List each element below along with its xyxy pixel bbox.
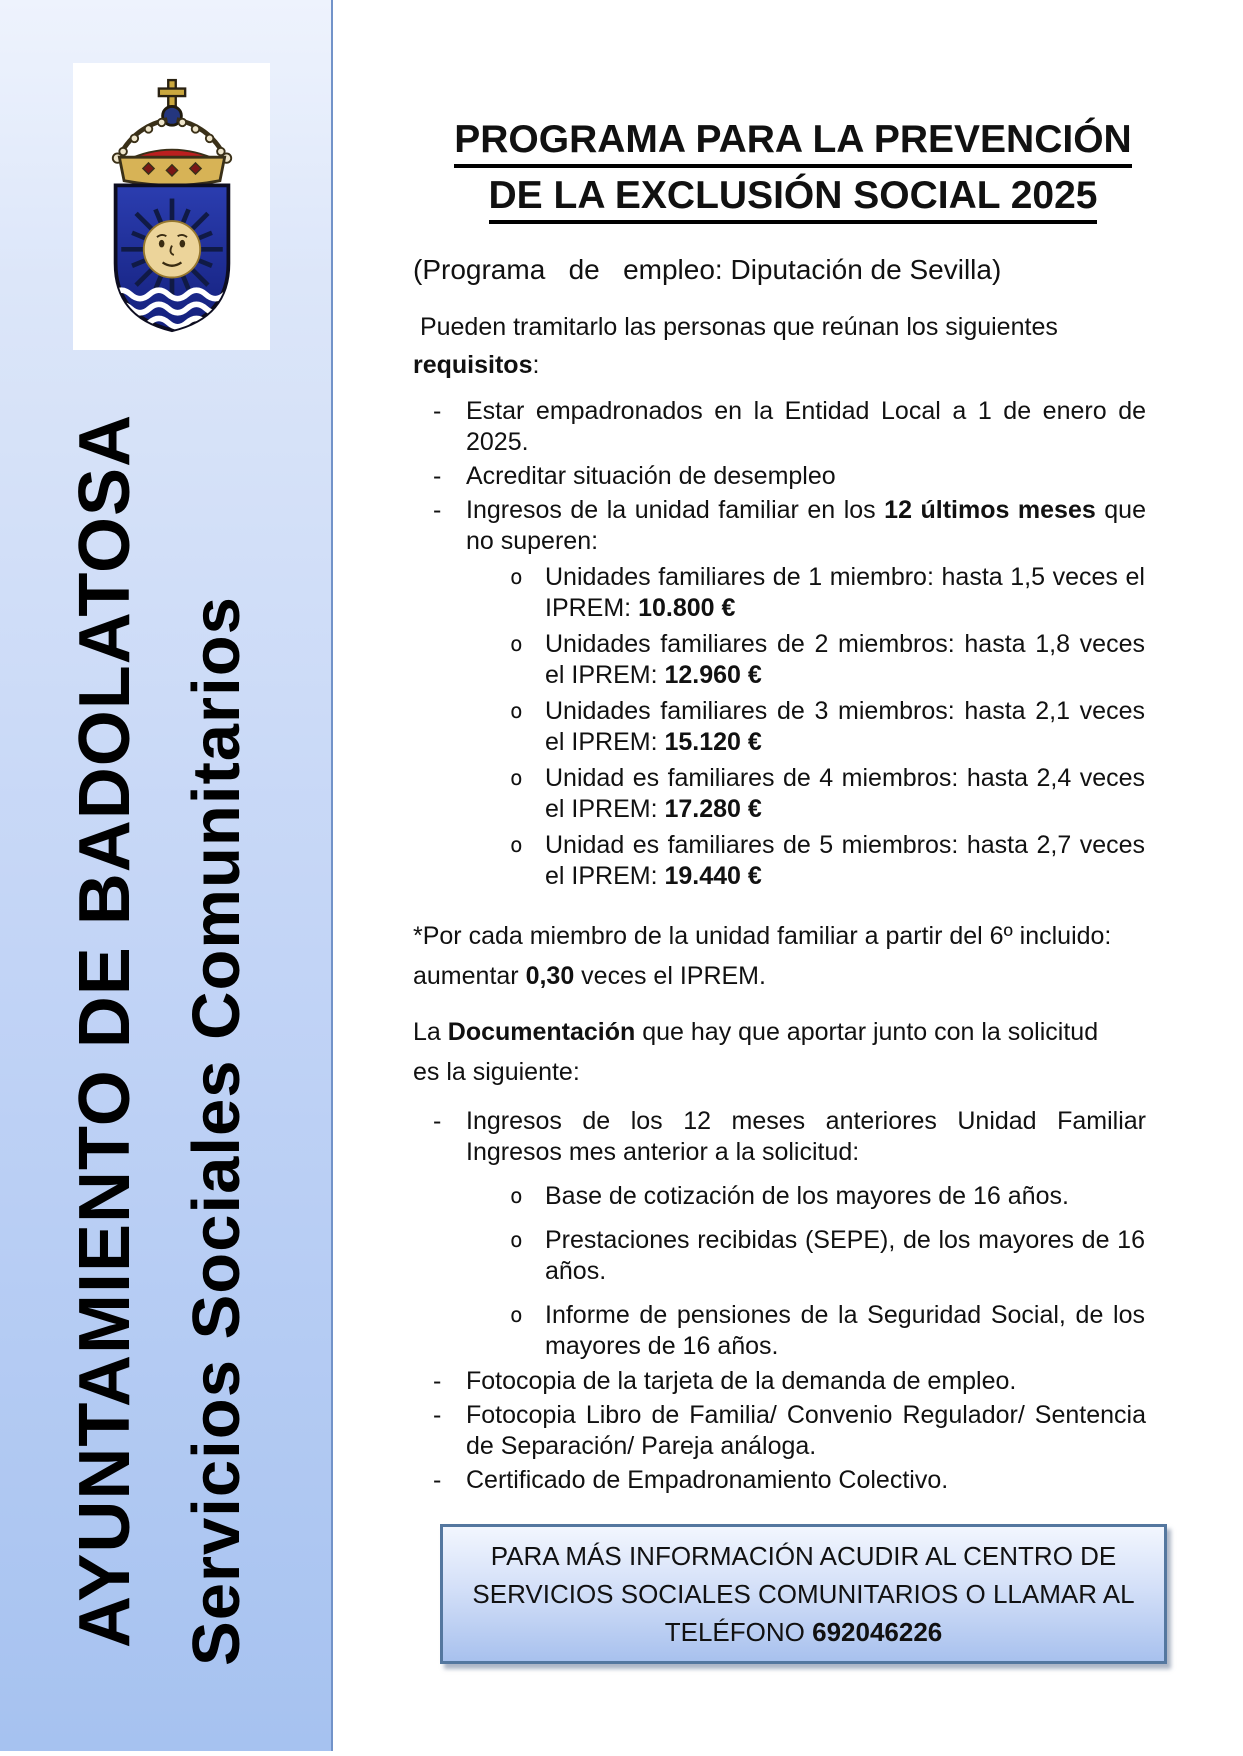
requirements-list xyxy=(413,396,1173,557)
documentation-item: - Certificado de Empadronamiento Colectivo. xyxy=(433,1466,949,1494)
requirement-item: - Estar empadronados en la Entidad Local a 1 de enero de 2025. xyxy=(433,397,1146,456)
iprem-amount: 12.960 € xyxy=(664,661,762,689)
sidebar xyxy=(0,0,333,1751)
requirement-item: - Acreditar situación de desempleo xyxy=(433,462,836,490)
info-box xyxy=(440,1524,1167,1664)
dept-vertical-text: Servicios Sociales Comunitarios xyxy=(179,596,254,1666)
circle-bullet-icon: o xyxy=(510,565,523,589)
documentation-sub-item: o Informe de pensiones de la Seguridad Social, de los mayores de 16 años. xyxy=(510,1301,1145,1360)
iprem-amount: 10.800 € xyxy=(638,594,736,622)
dash-bullet-icon: - xyxy=(433,1107,442,1135)
title-line-1: PROGRAMA PARA LA PREVENCIÓN xyxy=(413,112,1173,168)
documentation-sub-item: o Base de cotización de los mayores de 16 años. xyxy=(510,1182,1069,1210)
circle-bullet-icon: o xyxy=(510,1184,523,1208)
documentation-item: - Fotocopia Libro de Familia/ Convenio Regulador/ Sentencia de Separación/ Pareja análoga. xyxy=(433,1401,1146,1460)
intro-bold: requisitos xyxy=(413,351,533,379)
org-vertical-text: AYUNTAMIENTO DE BADOLATOSA xyxy=(65,413,145,1648)
circle-bullet-icon: o xyxy=(510,1228,523,1252)
info-box-text: PARA MÁS INFORMACIÓN ACUDIR AL CENTRO DE SERVICIOS SOCIALES COMUNITARIOS O LLAMAR AL TELÉFONO 692046226 xyxy=(472,1541,1135,1647)
intro-paragraph: Pueden tramitarlo las personas que reúnan los siguientes requisitos: xyxy=(413,313,1065,379)
circle-bullet-icon: o xyxy=(510,833,523,857)
note-paragraph: *Por cada miembro de la unidad familiar a partir del 6º incluido: aumentar 0,30 veces el IPREM. xyxy=(413,922,1112,990)
dash-bullet-icon: - xyxy=(433,496,442,524)
title-line-2: DE LA EXCLUSIÓN SOCIAL 2025 xyxy=(413,168,1173,224)
documentation-sub-list xyxy=(413,1181,1173,1362)
iprem-item: o Unidades familiares de 2 miembros: hasta 1,8 veces el IPREM: 12.960 € xyxy=(510,630,1145,689)
documentation-item: - Ingresos de los 12 meses anteriores Unidad Familiar Ingresos mes anterior a la solicitud: xyxy=(433,1107,1146,1166)
circle-bullet-icon: o xyxy=(510,1303,523,1327)
crest-box xyxy=(73,63,270,350)
iprem-item: o Unidades familiares de 3 miembros: hasta 2,1 veces el IPREM: 15.120 € xyxy=(510,697,1145,756)
requirement-item: - Ingresos de la unidad familiar en los 12 últimos meses que no superen: xyxy=(433,496,1146,555)
dash-bullet-icon: - xyxy=(433,397,442,425)
iprem-item: o Unidad es familiares de 5 miembros: hasta 2,7 veces el IPREM: 19.440 € xyxy=(510,831,1145,890)
iprem-item: o Unidad es familiares de 4 miembros: hasta 2,4 veces el IPREM: 17.280 € xyxy=(510,764,1145,823)
documentation-first-item-wrap xyxy=(413,1106,1173,1168)
circle-bullet-icon: o xyxy=(510,632,523,656)
iprem-list xyxy=(413,562,1173,892)
iprem-amount: 19.440 € xyxy=(664,862,762,890)
dash-bullet-icon: - xyxy=(433,1367,442,1395)
circle-bullet-icon: o xyxy=(510,766,523,790)
circle-bullet-icon: o xyxy=(510,699,523,723)
phone-number: 692046226 xyxy=(812,1617,943,1647)
main-content xyxy=(333,0,1243,1664)
subtitle: (Programa de empleo: Diputación de Sevilla) xyxy=(413,254,1002,285)
dash-bullet-icon: - xyxy=(433,1466,442,1494)
documentation-item: - Fotocopia de la tarjeta de la demanda de empleo. xyxy=(433,1367,1017,1395)
iprem-item: o Unidades familiares de 1 miembro: hasta 1,5 veces el IPREM: 10.800 € xyxy=(510,563,1145,622)
documentation-intro: La Documentación que hay que aportar junto con la solicitud es la siguiente: xyxy=(413,1018,1099,1086)
dash-bullet-icon: - xyxy=(433,462,442,490)
documentation-sub-item: o Prestaciones recibidas (SEPE), de los mayores de 16 años. xyxy=(510,1226,1145,1285)
documentation-list xyxy=(413,1366,1173,1496)
iprem-amount: 15.120 € xyxy=(664,728,762,756)
page-title xyxy=(413,112,1173,224)
iprem-amount: 17.280 € xyxy=(664,795,762,823)
dash-bullet-icon: - xyxy=(433,1401,442,1429)
badolatosa-coat-of-arms-icon xyxy=(78,69,266,345)
